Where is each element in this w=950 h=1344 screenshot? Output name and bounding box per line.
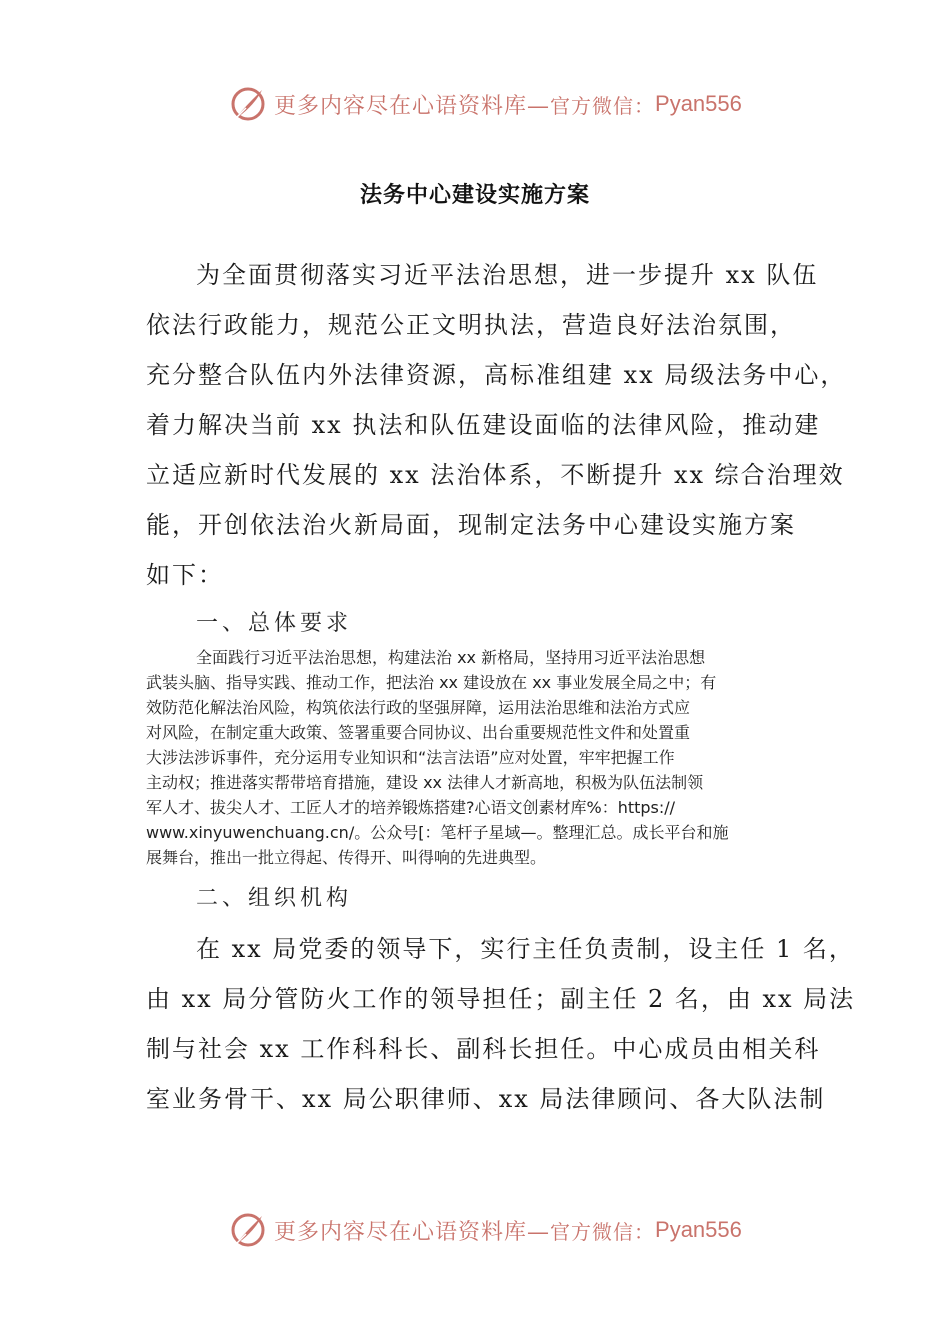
intro-line: 立适应新时代发展的 xx 法治体系，不断提升 xx 综合治理效 [146, 461, 845, 489]
section2-line: 由 xx 局分管防火工作的领导担任；副主任 2 名，由 xx 局法 [146, 985, 856, 1013]
feather-pen-logo-icon [228, 1210, 268, 1250]
section1-line: 主动权；推进落实帮带培育措施，建设 xx 法律人才新高地，积极为队伍法制领 [146, 773, 704, 792]
watermark-text: 更多内容尽在心语资料库— [274, 1219, 551, 1245]
section1-line: 展舞台，推出一批立得起、传得开、叫得响的先进典型。 [146, 848, 547, 867]
section2-line: 制与社会 xx 工作科科长、副科长担任。中心成员由相关科 [146, 1035, 821, 1063]
section-heading-general-requirements: 一、总体要求 [196, 611, 353, 636]
watermark-wechat-id: Pyan556 [655, 1217, 742, 1242]
section2-line: 在 xx 局党委的领导下，实行主任负责制，设主任 1 名， [196, 935, 855, 963]
section1-line: 全面践行习近平法治思想，构建法治 xx 新格局，坚持用习近平法治思想 [196, 648, 706, 667]
watermark-banner-top [228, 82, 742, 126]
intro-line: 如下： [146, 561, 224, 589]
watermark-label: 官方微信： [550, 1219, 656, 1244]
watermark-banner-bottom [228, 1208, 742, 1252]
intro-line: 依法行政能力，规范公正文明执法，营造良好法治氛围， [146, 311, 796, 339]
watermark-label: 官方微信： [550, 93, 656, 118]
section1-line: 效防范化解法治风险，构筑依法行政的坚强屏障，运用法治思维和法治方式应 [146, 698, 691, 717]
section2-line: 室业务骨干、xx 局公职律师、xx 局法律顾问、各大队法制 [146, 1085, 826, 1113]
feather-pen-logo-icon [228, 84, 268, 124]
intro-line: 为全面贯彻落实习近平法治思想，进一步提升 xx 队伍 [196, 261, 819, 289]
intro-line: 充分整合队伍内外法律资源，高标准组建 xx 局级法务中心， [146, 361, 847, 389]
watermark-wechat-id: Pyan556 [655, 91, 742, 116]
section1-line: 武装头脑、指导实践、推动工作，把法治 xx 建设放在 xx 事业发展全局之中；有 [146, 673, 717, 692]
section1-line: www.xinyuwenchuang.cn/。公众号[：笔杆子星域—。整理汇总。成长平台和施 [146, 823, 729, 842]
document-title: 法务中心建设实施方案 [359, 183, 590, 208]
intro-line: 能，开创依法治火新局面，现制定法务中心建设实施方案 [146, 511, 796, 539]
watermark-text: 更多内容尽在心语资料库— [274, 93, 551, 119]
intro-line: 着力解决当前 xx 执法和队伍建设面临的法律风险，推动建 [146, 411, 821, 439]
section1-line: 对风险，在制定重大政策、签署重要合同协议、出台重要规范性文件和处置重 [146, 723, 691, 742]
section-heading-organization: 二、组织机构 [196, 886, 353, 911]
section1-line: 大涉法涉诉事件，充分运用专业知识和“法言法语”应对处置，牢牢把握工作 [146, 748, 675, 767]
section1-line: 军人才、拔尖人才、工匠人才的培养锻炼搭建?心语文创素材库%：https:// [146, 798, 676, 817]
